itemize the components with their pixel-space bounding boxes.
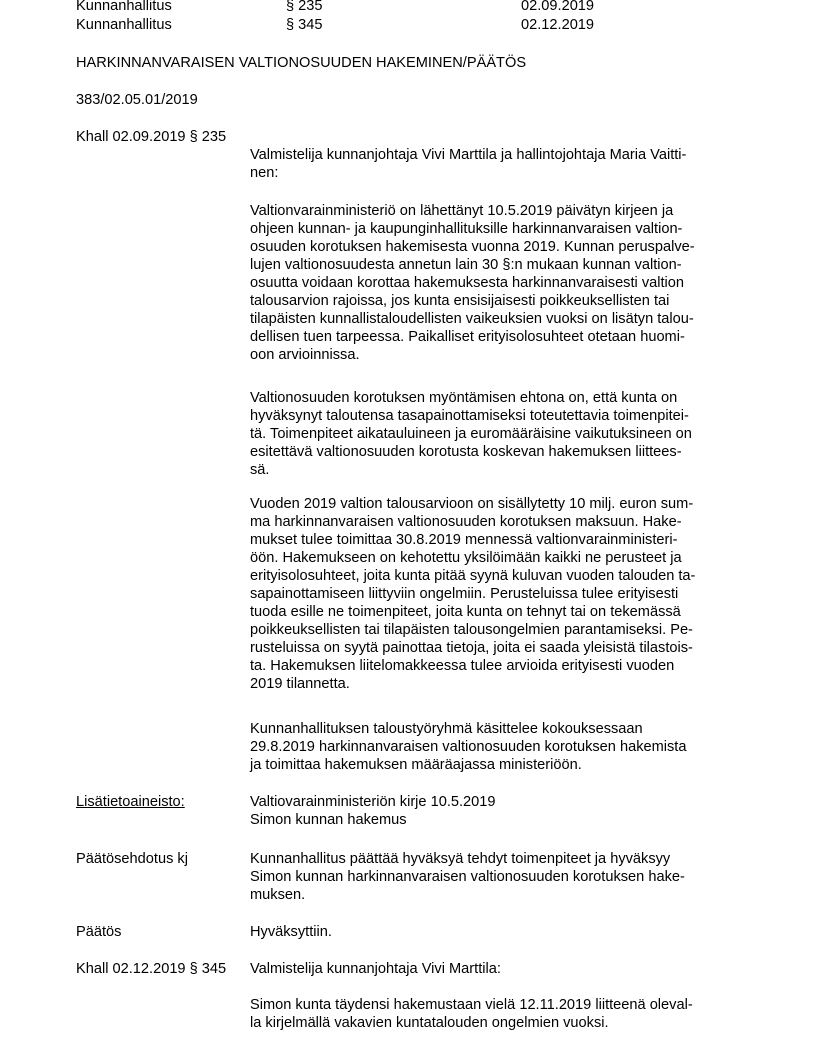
paragraph-line: sä. — [250, 462, 270, 478]
meeting2-label: Khall 02.12.2019 § 345 — [76, 961, 227, 977]
header-body: Kunnanhallitus — [76, 0, 172, 14]
additional-info-item: Valtiovarainministeriön kirje 10.5.2019 — [250, 794, 496, 810]
paragraph-line: Valtionvarainministeriö on lähettänyt 10.5.2019 päivätyn kirjeen ja — [250, 203, 674, 219]
proposal-line: Simon kunnan harkinnanvaraisen valtionosuuden korotuksen hake- — [250, 869, 685, 885]
paragraph-line: Kunnanhallituksen taloustyöryhmä käsittelee kokouksessaan — [250, 721, 643, 737]
paragraph-line: ohjeen kunnan- ja kaupunginhallituksille harkinnanvaraisen valtion- — [250, 221, 683, 237]
paragraph-line: öön. Hakemukseen on kehotettu yksilöimään kaikki ne perusteet ja — [250, 550, 682, 566]
meeting1-preparer — [250, 146, 740, 182]
paragraph-line: talousarvion rajoissa, jos kunta ensisijaisesti poikkeuksellisten tai — [250, 293, 670, 309]
proposal-text — [250, 850, 740, 904]
paragraph-line: ja toimittaa hakemuksen määräajassa ministeriöön. — [250, 757, 582, 773]
decision-label: Päätös — [76, 924, 122, 940]
meeting1-paragraph2 — [250, 389, 740, 479]
meeting1-label: Khall 02.09.2019 § 235 — [76, 129, 227, 145]
paragraph-line: mukset tulee toimittaa 30.8.2019 mennessä valtionvarainministeri- — [250, 532, 678, 548]
paragraph-line: Valtionosuuden korotuksen myöntämisen ehtona on, että kunta on — [250, 390, 678, 406]
header-date: 02.09.2019 — [521, 0, 595, 14]
header-section: § 235 — [286, 0, 323, 14]
paragraph-line: tä. Toimenpiteet aikatauluineen ja euromääräisine vaikutuksineen on — [250, 426, 692, 442]
paragraph-line: tilapäisten kunnallistaloudellisten vaikeuksien vuoksi on lisätyn talou- — [250, 311, 694, 327]
paragraph-line: oon arvioinnissa. — [250, 347, 360, 363]
paragraph-line: 2019 tilannetta. — [250, 676, 350, 692]
preparer-line: nen: — [250, 165, 279, 181]
meeting2-paragraph — [250, 996, 740, 1032]
paragraph-line: ta. Hakemuksen liitelomakkeessa tulee arvioida erityisesti vuoden — [250, 658, 675, 674]
header-body: Kunnanhallitus — [76, 17, 172, 33]
paragraph-line: poikkeuksellisten tai tilapäisten talousongelmien parantamiseksi. Pe- — [250, 622, 693, 638]
additional-info-list — [250, 793, 740, 829]
proposal-line: muksen. — [250, 887, 306, 903]
paragraph-line: osuutta voidaan korottaa hakemuksesta harkinnanvaraisesti valtion — [250, 275, 685, 291]
reference-number: 383/02.05.01/2019 — [76, 92, 198, 108]
header-section: § 345 — [286, 17, 323, 33]
paragraph-line: esitettävä valtionosuuden korotusta koskevan hakemuksen liittees- — [250, 444, 682, 460]
paragraph-line: 29.8.2019 harkinnanvaraisen valtionosuuden korotuksen hakemista — [250, 739, 687, 755]
additional-info-label: Lisätietoaineisto: — [76, 794, 185, 810]
meeting1-paragraph1 — [250, 202, 740, 364]
meeting1-paragraph4 — [250, 720, 740, 774]
meeting1-paragraph3 — [250, 495, 740, 693]
paragraph-line: ma harkinnanvaraisen valtionosuuden korotuksen maksuun. Hake- — [250, 514, 682, 530]
paragraph-line: erityisolosuhteet, joita kunta pitää syynä kuluvan vuoden talouden ta- — [250, 568, 696, 584]
paragraph-line: lujen valtionosuudesta annetun lain 30 §:n mukaan kunnan valtion- — [250, 257, 682, 273]
header-row-1 — [76, 0, 776, 15]
preparer-line: Valmistelija kunnanjohtaja Vivi Marttila ja hallintojohtaja Maria Vaitti- — [250, 147, 687, 163]
decision-text: Hyväksyttiin. — [250, 924, 332, 940]
paragraph-line: tuoda esille ne toimenpiteet, joita kunta on tehnyt tai on tekemässä — [250, 604, 681, 620]
paragraph-line: hyväksynyt taloutensa tasapainottamiseksi toteutettavia toimenpitei- — [250, 408, 689, 424]
paragraph-line: Vuoden 2019 valtion talousarvioon on sisällytetty 10 milj. euron sum- — [250, 496, 694, 512]
document-title: HARKINNANVARAISEN VALTIONOSUUDEN HAKEMINEN/PÄÄTÖS — [76, 55, 527, 71]
header-date: 02.12.2019 — [521, 17, 595, 33]
paragraph-line: sapainottamiseen liittyviin ongelmiin. Perusteluissa tulee erityisesti — [250, 586, 679, 602]
paragraph-line: osuuden korotuksen hakemisesta vuonna 2019. Kunnan peruspalve- — [250, 239, 695, 255]
paragraph-line: rusteluissa on syytä painottaa tietoja, joita ei saada yleisistä tilastois- — [250, 640, 693, 656]
paragraph-line: dellisen tuen tarpeessa. Paikalliset erityisolosuhteet otetaan huomi- — [250, 329, 685, 345]
proposal-line: Kunnanhallitus päättää hyväksyä tehdyt toimenpiteet ja hyväksyy — [250, 851, 671, 867]
proposal-label: Päätösehdotus kj — [76, 851, 188, 867]
additional-info-item: Simon kunnan hakemus — [250, 812, 407, 828]
meeting2-preparer: Valmistelija kunnanjohtaja Vivi Marttila: — [250, 961, 501, 977]
paragraph-line: Simon kunta täydensi hakemustaan vielä 12.11.2019 liitteenä oleval- — [250, 997, 693, 1013]
paragraph-line: la kirjelmällä vakavien kuntatalouden ongelmien vuoksi. — [250, 1015, 609, 1031]
header-row-2 — [76, 16, 776, 34]
